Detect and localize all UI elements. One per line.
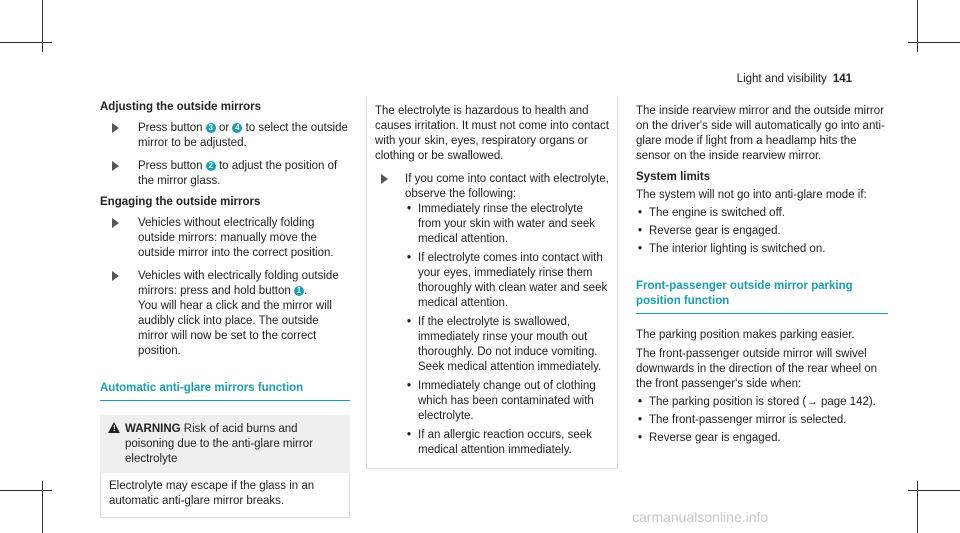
step-arrow-icon <box>112 161 119 171</box>
first-aid-list <box>405 202 609 458</box>
list-item: • Immediately rinse the electrolyte from your skin with water and seek medical attention. <box>405 202 609 247</box>
parking-p2: The front-passenger outside mirror will swivel downwards in the direction of the rear wheel on the front passenger's side when: <box>636 348 878 390</box>
antiglare-intro: The inside rearview mirror and the outside mirror on the driver's side will automatically go into anti-glare mode if light from a headlamp hits the sensor on the inside rearview mirror. <box>636 105 885 162</box>
heading-engaging: Engaging the outside mirrors <box>100 196 261 208</box>
step-text: Vehicles with electrically folding outside mirrors: press and hold button <box>138 270 339 297</box>
button-badge: 1 <box>294 286 304 296</box>
step-text: You will hear a click and the mirror will audibly click into place. The outside mirror will now be set to the correct position. <box>138 300 332 357</box>
warning-label: WARNING <box>125 423 181 435</box>
list-item: • If an allergic reaction occurs, seek medical attention immediately. <box>405 428 609 458</box>
step-text: Press button <box>138 122 206 134</box>
list-item: • Reverse gear is engaged. <box>636 224 888 239</box>
heading-auto-antiglare: Automatic anti-glare mirrors function <box>100 381 350 401</box>
warning-triangle-icon: ! <box>108 422 120 433</box>
crop-mark <box>908 490 960 491</box>
running-header <box>737 72 852 87</box>
step-text: Press button <box>138 160 206 172</box>
step-text: to adjust the position of the mirror glass. <box>138 160 338 187</box>
warning-text: Risk of acid burns and poisoning due to the anti-glare mirror electrolyte <box>125 423 313 465</box>
heading-system-limits: System limits <box>636 171 711 183</box>
step-arrow-icon <box>112 271 119 281</box>
step-arrow-icon <box>381 174 388 184</box>
warning-continuation <box>366 96 618 469</box>
heading-adjusting: Adjusting the outside mirrors <box>100 101 262 113</box>
button-badge: 4 <box>232 123 242 133</box>
step-adjust-glass <box>100 159 350 189</box>
warning-header <box>100 415 350 473</box>
crop-mark <box>917 0 918 52</box>
crop-mark <box>42 0 43 52</box>
limits-list <box>636 206 888 257</box>
step-text: to select the outside mirror to be adjusted. <box>138 122 348 149</box>
step-contact <box>375 172 609 458</box>
warning-body <box>100 473 350 518</box>
crop-mark <box>42 481 43 533</box>
crop-mark <box>908 42 960 43</box>
parking-conditions <box>636 395 888 446</box>
limits-intro: The system will not go into anti-glare mode if: <box>636 189 867 201</box>
column-2 <box>366 96 618 469</box>
step-manual <box>100 216 350 261</box>
column-3 <box>636 104 888 446</box>
list-item: • Reverse gear is engaged. <box>636 431 888 446</box>
step-text: Vehicles without electrically folding outside mirrors: manually move the outside mirror into the correct position. <box>138 217 334 259</box>
list-item: • If electrolyte comes into contact with your eyes, immediately rinse them thoroughly with clean water and seek medical attention. <box>405 251 609 311</box>
crop-mark <box>917 481 918 533</box>
warning-body-text: Electrolyte may escape if the glass in an automatic anti-glare mirror breaks. <box>109 480 315 507</box>
step-arrow-icon <box>112 218 119 228</box>
step-select-mirror <box>100 121 350 151</box>
column-1 <box>100 100 350 518</box>
list-item: • The engine is switched off. <box>636 206 888 221</box>
condition-text: The parking position is stored ( <box>649 396 807 408</box>
parking-p1: The parking position makes parking easier. <box>636 329 855 341</box>
step-electric <box>100 269 350 359</box>
button-badge: 3 <box>206 123 216 133</box>
watermark: carmanualsonline.info <box>632 509 769 525</box>
step-text: or <box>215 122 233 134</box>
step-text: . <box>303 285 308 297</box>
button-badge: 2 <box>206 161 216 171</box>
list-item: • The interior lighting is switched on. <box>636 242 888 257</box>
hazard-intro: The electrolyte is hazardous to health and causes irritation. It must not come into contact with your skin, eyes, respiratory organs or clothing or be swallowed. <box>375 105 609 162</box>
crop-mark <box>0 490 52 491</box>
list-item: • The front-passenger mirror is selected. <box>636 413 888 428</box>
warning-box <box>100 415 350 518</box>
list-item: • Immediately change out of clothing which has been contaminated with electrolyte. <box>405 379 609 424</box>
heading-parking-position: Front-passenger outside mirror parking position function <box>636 279 888 314</box>
list-item <box>636 395 888 410</box>
page-number: 141 <box>832 73 852 85</box>
crop-mark <box>0 42 52 43</box>
section-title: Light and visibility <box>736 73 827 85</box>
page-reference-arrow-icon: → <box>806 396 818 408</box>
page-reference-link[interactable]: page 142). <box>817 396 876 408</box>
step-text: If you come into contact with electrolyte, observe the following: <box>405 173 609 200</box>
list-item: • If the electrolyte is swallowed, immediately rinse your mouth out thoroughly. Do not induce vomiting. Seek medical attention immediately. <box>405 315 609 375</box>
step-arrow-icon <box>112 123 119 133</box>
